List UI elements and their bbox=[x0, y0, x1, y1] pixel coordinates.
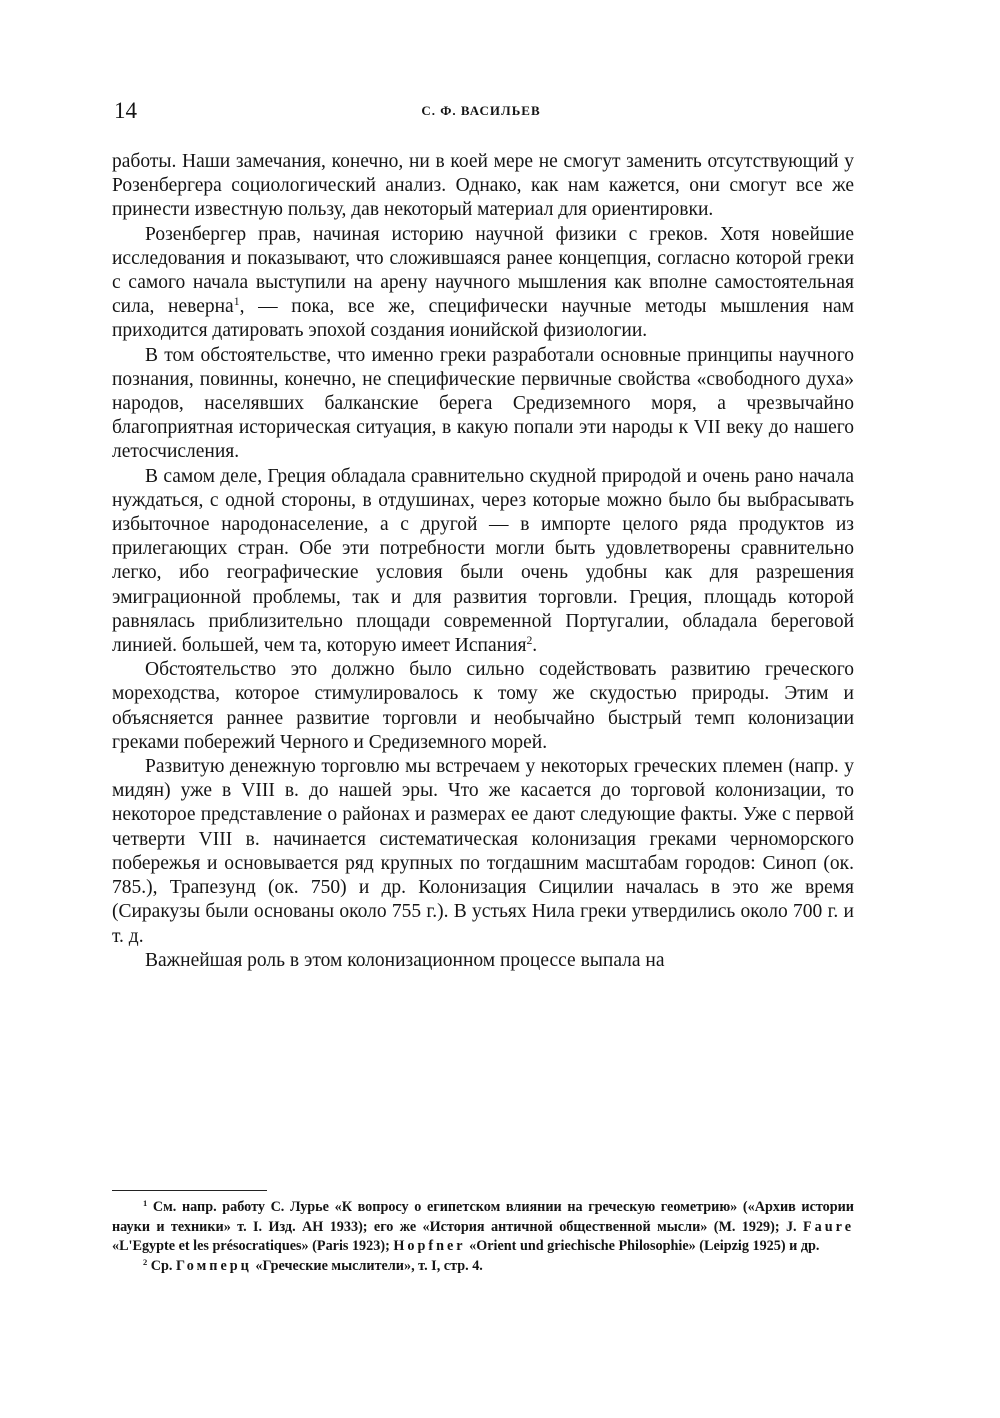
footnote-1-text-c: «Orient und griechische Philosophie» (Leipzig 1925) и др. bbox=[469, 1238, 820, 1254]
footnotes bbox=[112, 1198, 854, 1276]
footnote-1 bbox=[112, 1198, 854, 1257]
paragraph-4 bbox=[112, 465, 854, 659]
paragraph-7: Важнейшая роль в этом колонизационном процессе выпала на bbox=[145, 949, 665, 971]
footnote-2-text-a: Ср. bbox=[150, 1257, 173, 1274]
paragraph-2-text-a: Розенбергер прав, начиная историю научной физики с греков. Хотя новейшие исследования и показывают, что сложившаяся ранее концепция, согласно которой греки с самого начала выступили на арену научного мышления как вполне самостоятельная сила, неверна bbox=[112, 223, 854, 318]
page-header bbox=[110, 96, 852, 126]
paragraph-1: работы. Наши замечания, конечно, ни в коей мере не смогут заменить отсутствующий у Розенбергера социологический анализ. Однако, как нам кажется, они смогут все же принести известную пользу, дав некоторый материал для ориентировки. bbox=[112, 151, 854, 221]
paragraph-4-text-b: . bbox=[532, 635, 538, 657]
paragraph-6: Развитую денежную торговлю мы встречаем у некоторых греческих племен (напр. у мидян) уже в VIII в. до нашей эры. Что же касается до торговой колонизации, то некоторое представление о районах и размерах ее дают следующие факты. Уже с первой четверти VIII в. начинается систематическая колонизация греками черноморского побережья и основывается ряд крупных по тогдашним масштабам городов: Синоп (ок. 785.), Трапезунд (ок. 750) и др. Колонизация Сицилии началась в это же время (Сиракузы были основаны около 755 г.). В устьях Нила греки утвердились около 700 г. и т. д. bbox=[112, 756, 854, 947]
paragraph-4-text-a: В самом деле, Греция обладала сравнительно скудной природой и очень рано начала нуждаться, с одной стороны, в отдушинах, через которые можно было бы выбрасывать избыточное народонаселение, а с другой — в импорте целого ряда продуктов из прилегающих стран. Обе эти потребности могли быть удовлетворены сравнительно легко, ибо географические условия были очень удобны как для разрешения эмиграционной проблемы, так и для развития торговли. Греция, площадь которой равнялась приблизительно площади современной Португалии, обладала береговой линией. большей, чем та, которую имеет Испания bbox=[112, 465, 854, 657]
running-head: С. Ф. ВАСИЛЬЕВ bbox=[421, 103, 541, 118]
footnote-1-author-hopfner: Hopfner bbox=[393, 1238, 466, 1254]
footnote-ref-1: 1 bbox=[233, 295, 240, 309]
footnote-2-marker: 2 bbox=[143, 1256, 148, 1267]
paragraph-3: В том обстоятельстве, что именно греки разработали основные принципы научного познания, повинны, конечно, не специфические первичные свойства «свободного духа» народов, населявших балканские берега Средиземного моря, а чрезвычайно благоприятная историческая ситуация, в какую попали эти народы к VII веку до нашего летосчисления. bbox=[112, 344, 854, 463]
footnote-ref-2: 2 bbox=[526, 634, 533, 648]
footnote-1-text-a: См. напр. работу С. Лурье «К вопросу о египетском влиянии на греческую геометрию» («Архив истории науки и техники» т. I. Изд. АН 1933); его же «История античной общественной мысли» (М. 1929); J. bbox=[112, 1199, 854, 1235]
footnote-2-author-gomperz: Гомперц bbox=[176, 1257, 252, 1274]
footnote-1-marker: 1 bbox=[143, 1197, 148, 1208]
footnote-2-text-b: «Греческие мыслители», т. I, стр. 4. bbox=[255, 1257, 483, 1274]
footnote-1-author-faure: Faure bbox=[803, 1218, 854, 1235]
main-text bbox=[112, 150, 854, 973]
footnote-1-text-b: «L'Egypte et les présocratiques» (Paris 1923); bbox=[112, 1238, 390, 1254]
paragraph-5: Обстоятельство это должно было сильно содействовать развитию греческого мореходства, которое стимулировалось к тому же скудостью природы. Этим и объясняется раннее развитие торговли и необычайно быстрый темп колонизации греками побережий Черного и Средиземного морей. bbox=[112, 659, 854, 753]
paragraph-2 bbox=[112, 223, 854, 344]
paragraph-2-text-b: , — пока, все же, специфически научные методы мышления нам приходится датировать эпохой создания ионийской физиологии. bbox=[112, 296, 854, 342]
page-number: 14 bbox=[114, 98, 137, 123]
footnote-divider bbox=[112, 1190, 267, 1191]
footnote-2 bbox=[112, 1257, 854, 1277]
